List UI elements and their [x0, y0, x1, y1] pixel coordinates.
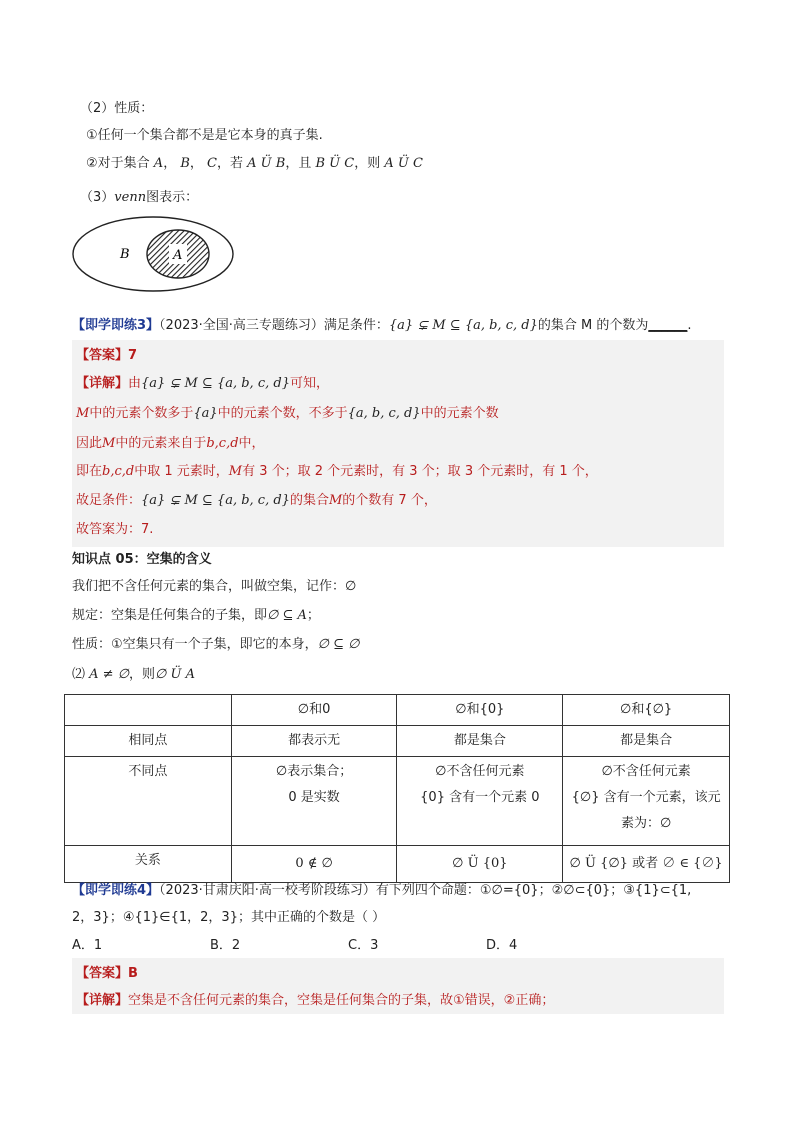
table-cell: 都是集合: [563, 726, 730, 757]
venn-label-b: B: [120, 247, 130, 262]
table-cell: 都表示无: [231, 726, 397, 757]
table-cell: ∅不含任何元素 {∅} 含有一个元素，该元 素为：∅: [563, 757, 730, 846]
table-header-cell: ∅和0: [231, 695, 397, 726]
table-cell: ∅表示集合； 0 是实数: [231, 757, 397, 846]
table-cell: ∅ Ü {∅} 或者 ∅ ∈ {∅}: [563, 846, 730, 883]
table-cell: 0 ∉ ∅: [231, 846, 397, 883]
table-cell: ∅不含任何元素 {0} 含有一个元素 0: [397, 757, 563, 846]
table-header-row: [65, 695, 730, 726]
section-2-heading: （2）性质：: [80, 101, 154, 116]
knowledge-point-05-title: 知识点 05：空集的含义: [72, 552, 212, 567]
table-cell: 关系: [65, 846, 232, 883]
empty-set-property-1: 性质：①空集只有一个子集，即它的本身，∅ ⊆ ∅: [72, 637, 360, 652]
exercise-3-detail-3: 因此M中的元素来自于b,c,d中，: [76, 436, 265, 451]
table-cell: 不同点: [65, 757, 232, 846]
exercise-3-detail-2: M中的元素个数多于{a}中的元素个数，不多于{a, b, c, d}中的元素个数: [76, 406, 499, 421]
table-header-cell: ∅和{∅}: [563, 695, 730, 726]
exercise-4-question-line-2: 2，3}；④{1}∈{1，2，3}；其中正确的个数是（ ）: [72, 910, 386, 925]
exercise-3-question: 【即学即练3】（2023·全国·高三专题练习）满足条件：{a} ⊊ M ⊆ {a, b, c, d}的集合 M 的个数为______.: [72, 318, 692, 333]
property-item-2: ②对于集合 A， B， C，若 A Ü B，且 B Ü C，则 A Ü C: [86, 156, 423, 171]
exercise-4-option-c: C．3: [348, 938, 379, 953]
table-row: [65, 846, 730, 883]
venn-label-a: A: [173, 248, 183, 263]
exercise-3-detail-5: 故足条件：{a} ⊊ M ⊆ {a, b, c, d}的集合M的个数有 7 个，: [76, 493, 437, 508]
empty-set-property-2: ⑵ A ≠ ∅，则∅ Ü A: [72, 667, 195, 682]
exercise-4-answer-block: [72, 958, 724, 1014]
exercise-4-option-d: D．4: [486, 938, 518, 953]
table-cell: 都是集合: [397, 726, 563, 757]
exercise-4-answer: 【答案】B: [76, 966, 138, 981]
exercise-3-answer: 【答案】7: [76, 348, 138, 363]
exercise-3-detail-6: 故答案为：7.: [76, 522, 154, 537]
exercise-3-answer-block: [72, 340, 724, 547]
empty-set-comparison-table: [64, 694, 730, 883]
empty-set-rule: 规定：空集是任何集合的子集，即∅ ⊆ A；: [72, 608, 320, 623]
table-cell: 相同点: [65, 726, 232, 757]
empty-set-definition: 我们把不含任何元素的集合，叫做空集，记作：∅: [72, 579, 357, 594]
table-cell: ∅ Ü {0}: [397, 846, 563, 883]
exercise-4-detail: 【详解】空集是不含任何元素的集合，空集是任何集合的子集，故①错误，②正确；: [76, 993, 555, 1008]
exercise-4-option-a: A．1: [72, 938, 103, 953]
property-item-1: ①任何一个集合都不是是它本身的真子集.: [86, 128, 323, 143]
venn-diagram: [70, 214, 240, 294]
exercise-4-option-b: B．2: [210, 938, 241, 953]
section-3-heading: （3）venn图表示：: [80, 190, 199, 205]
exercise-4-question-line-1: 【即学即练4】（2023·甘肃庆阳·高一校考阶段练习）有下列四个命题：①∅={0}；②∅⊂{0}；③{1}⊂{1,: [72, 883, 692, 898]
table-header-cell: ∅和{0}: [397, 695, 563, 726]
table-row: [65, 726, 730, 757]
table-row: [65, 757, 730, 846]
table-header-cell: [65, 695, 232, 726]
exercise-3-detail-1: 【详解】由{a} ⊊ M ⊆ {a, b, c, d}可知，: [76, 376, 329, 391]
exercise-3-detail-4: 即在b,c,d中取 1 元素时，M有 3 个；取 2 个元素时，有 3 个；取 3 个元素时，有 1 个，: [76, 464, 598, 479]
